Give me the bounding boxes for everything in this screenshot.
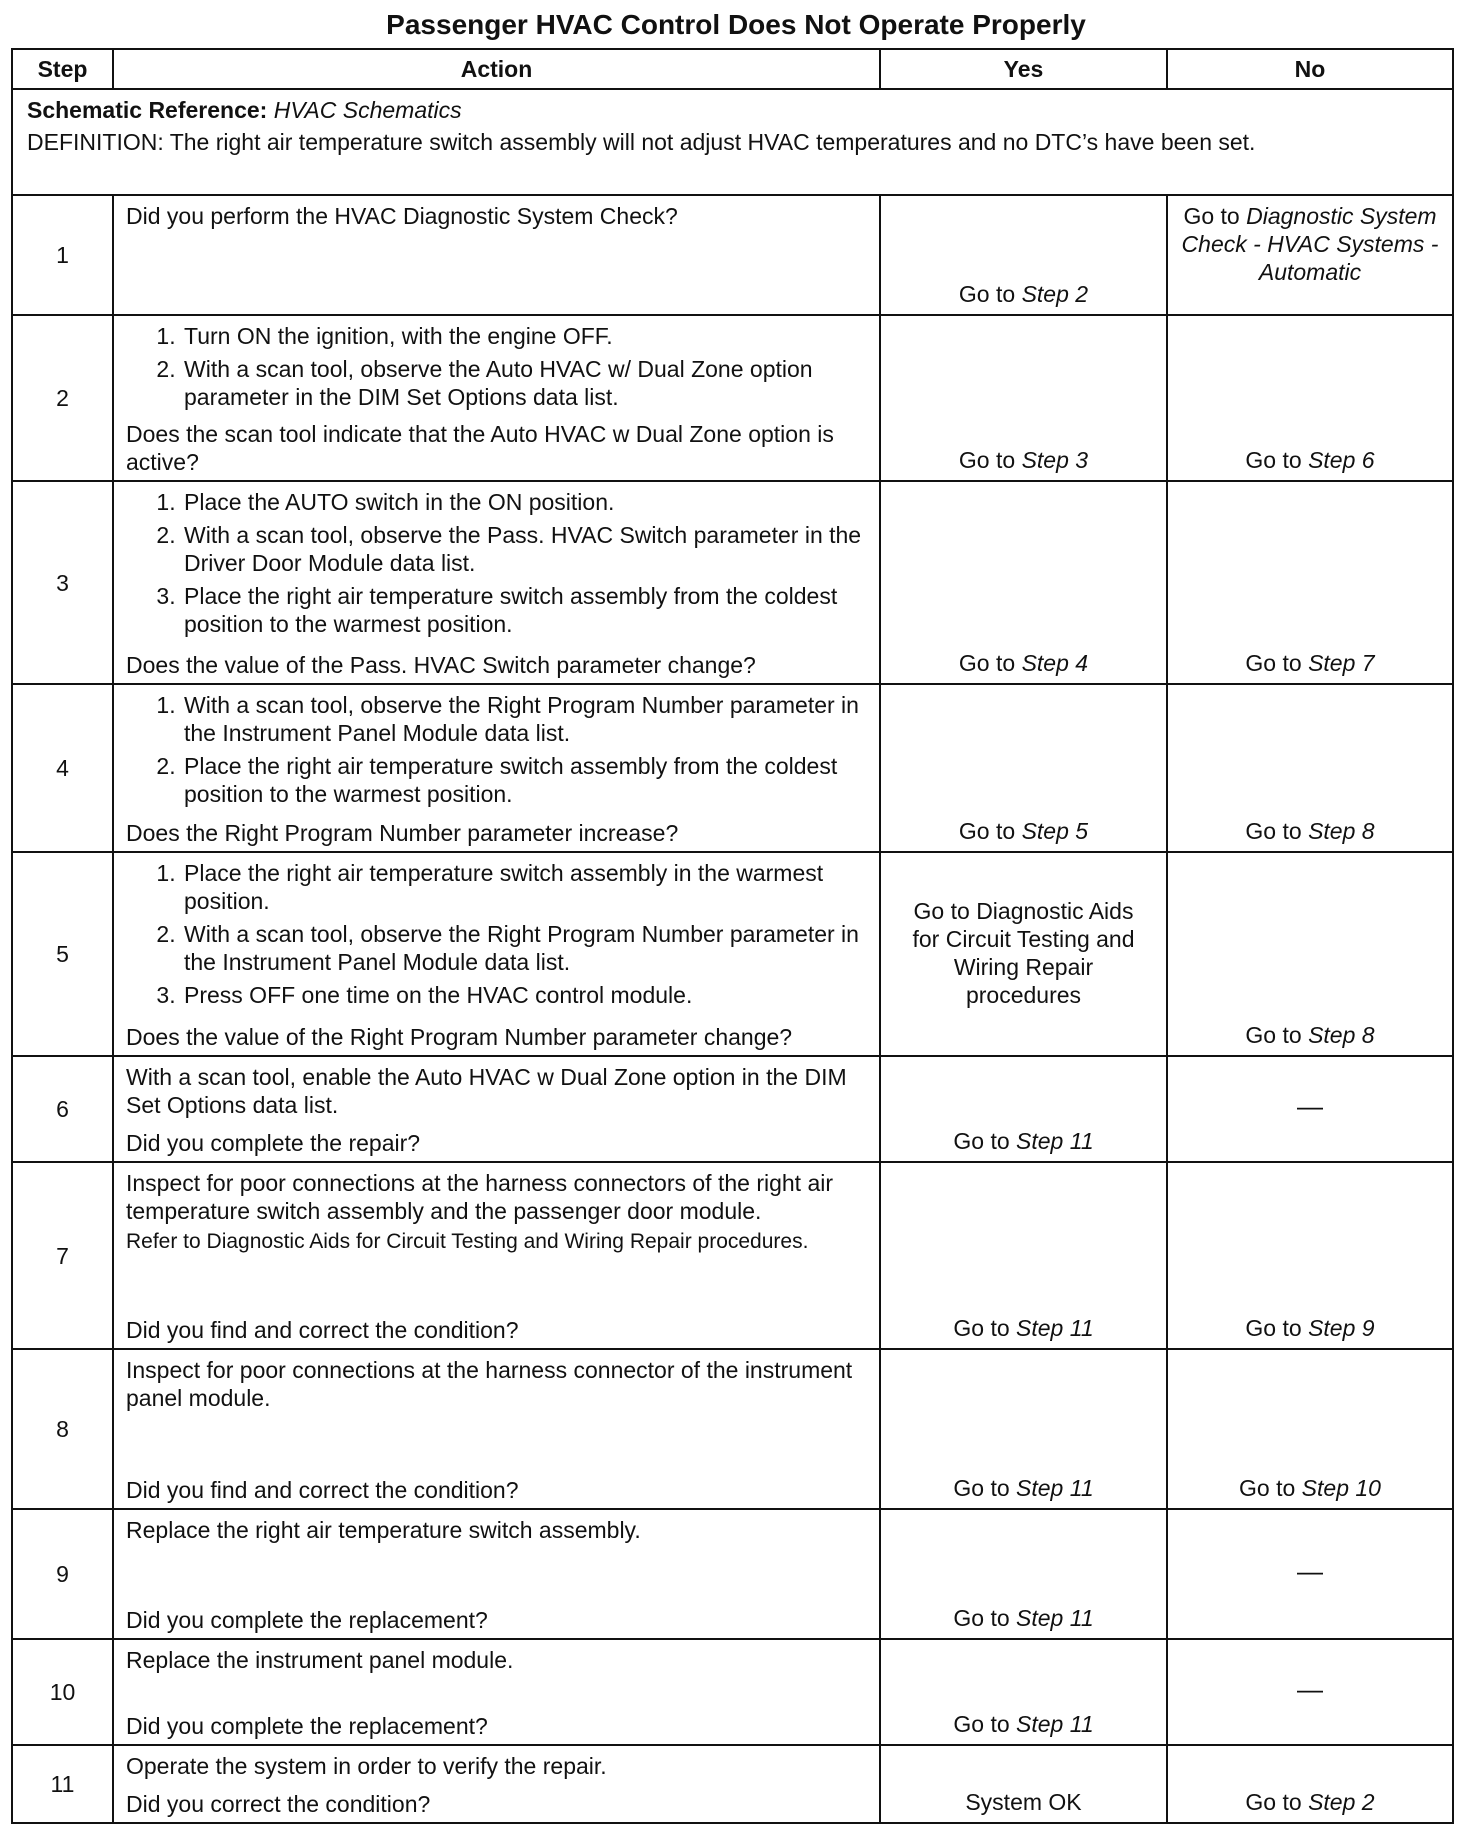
yes-goto-link[interactable]: Step 11 — [1016, 1711, 1094, 1737]
schematic-cell — [12, 89, 1453, 195]
yes-goto-link[interactable]: Step 11 — [1016, 1128, 1094, 1154]
action-cell — [113, 481, 880, 684]
step-number: 3 — [12, 481, 113, 684]
action-text: Inspect for poor connections at the harness connector of the instrument panel module. — [126, 1357, 853, 1411]
question-text: Does the value of the Pass. HVAC Switch parameter change? — [126, 652, 756, 678]
no-cell — [1167, 1745, 1453, 1823]
schematic-link[interactable]: HVAC Schematics — [273, 97, 462, 123]
action-steps-list — [126, 488, 867, 638]
yes-goto-link[interactable]: Step 11 — [1016, 1315, 1094, 1341]
no-cell — [1167, 1162, 1453, 1349]
table-row — [12, 1639, 1453, 1745]
table-row — [12, 481, 1453, 684]
table-row — [12, 1162, 1453, 1349]
no-outcome-text: — — [1297, 1091, 1323, 1121]
schematic-row — [12, 89, 1453, 195]
no-cell — [1167, 195, 1453, 315]
no-cell — [1167, 1639, 1453, 1745]
question-text: Did you complete the replacement? — [126, 1713, 488, 1739]
action-text: Did you perform the HVAC Diagnostic System Check? — [126, 203, 678, 229]
step-number: 1 — [12, 195, 113, 315]
yes-cell — [880, 195, 1167, 315]
table-row — [12, 1745, 1453, 1823]
header-step: Step — [12, 49, 113, 89]
step-number: 6 — [12, 1056, 113, 1162]
step-number: 2 — [12, 315, 113, 481]
no-goto-link[interactable]: Step 8 — [1308, 818, 1375, 844]
no-outcome-text: — — [1297, 1556, 1323, 1586]
definition-text: DEFINITION: The right air temperature switch assembly will not adjust HVAC temperatures and no DTC’s have been set. — [27, 129, 1256, 155]
yes-outcome-text: Go to Diagnostic Aids for Circuit Testing and Wiring Repair procedures — [912, 898, 1135, 1008]
step-number: 8 — [12, 1349, 113, 1509]
yes-cell — [880, 1509, 1167, 1639]
yes-goto-link[interactable]: Step 3 — [1021, 447, 1089, 473]
yes-outcome-text: System OK — [965, 1789, 1082, 1815]
no-outcome-text: Go to — [1183, 203, 1247, 229]
yes-cell — [880, 481, 1167, 684]
action-text: Operate the system in order to verify the repair. — [126, 1753, 607, 1779]
action-cell — [113, 1509, 880, 1639]
action-cell — [113, 195, 880, 315]
action-step-item: 2. With a scan tool, observe the Pass. HVAC Switch parameter in the Driver Door Module data list. — [182, 521, 867, 577]
yes-cell — [880, 1639, 1167, 1745]
action-step-item: 2. With a scan tool, observe the Right Program Number parameter in the Instrument Panel Module data list. — [182, 920, 867, 976]
table-row — [12, 195, 1453, 315]
header-row — [12, 49, 1453, 89]
action-step-item: 1. Place the right air temperature switch assembly in the warmest position. — [182, 859, 867, 915]
question-text: Does the scan tool indicate that the Auto HVAC w Dual Zone option is active? — [126, 421, 834, 475]
question-text: Did you find and correct the condition? — [126, 1317, 519, 1343]
yes-cell — [880, 315, 1167, 481]
action-step-item: 3. Press OFF one time on the HVAC control module. — [182, 981, 867, 1009]
action-text: Inspect for poor connections at the harness connectors of the right air temperature switch assembly and the passenger door module. — [126, 1170, 834, 1224]
no-goto-link[interactable]: Step 10 — [1301, 1475, 1381, 1501]
no-goto-link[interactable]: Step 9 — [1308, 1315, 1375, 1341]
question-text: Does the Right Program Number parameter increase? — [126, 820, 679, 846]
step-number: 7 — [12, 1162, 113, 1349]
table-row — [12, 1056, 1453, 1162]
yes-outcome-text: Go to — [953, 1128, 1017, 1154]
no-goto-link[interactable]: Step 7 — [1308, 650, 1375, 676]
no-outcome-text: Go to — [1245, 447, 1309, 473]
header-no: No — [1167, 49, 1453, 89]
yes-cell — [880, 1162, 1167, 1349]
no-cell — [1167, 1056, 1453, 1162]
no-cell — [1167, 481, 1453, 684]
yes-goto-link[interactable]: Step 2 — [1021, 281, 1089, 307]
yes-cell — [880, 1349, 1167, 1509]
no-cell — [1167, 1509, 1453, 1639]
yes-goto-link[interactable]: Step 4 — [1021, 650, 1089, 676]
action-step-item: 1. Turn ON the ignition, with the engine OFF. — [182, 322, 867, 350]
question-text: Does the value of the Right Program Number parameter change? — [126, 1024, 793, 1050]
no-goto-link[interactable]: Diagnostic System Check - HVAC Systems - Automatic — [1181, 203, 1439, 285]
no-outcome-text: Go to — [1245, 1315, 1309, 1341]
no-outcome-text: Go to — [1245, 1022, 1309, 1048]
no-cell — [1167, 852, 1453, 1056]
yes-cell — [880, 1056, 1167, 1162]
action-steps-list — [126, 322, 867, 411]
action-text: Replace the instrument panel module. — [126, 1647, 514, 1673]
yes-cell — [880, 684, 1167, 852]
action-cell — [113, 1056, 880, 1162]
step-number: 5 — [12, 852, 113, 1056]
action-steps-list — [126, 691, 867, 808]
question-text: Did you correct the condition? — [126, 1791, 431, 1817]
question-text: Did you find and correct the condition? — [126, 1477, 519, 1503]
question-text: Did you complete the repair? — [126, 1130, 421, 1156]
table-row — [12, 684, 1453, 852]
yes-outcome-text: Go to — [953, 1475, 1017, 1501]
action-cell — [113, 852, 880, 1056]
action-step-item: 1. Place the AUTO switch in the ON position. — [182, 488, 867, 516]
action-step-item: 2. With a scan tool, observe the Auto HVAC w/ Dual Zone option parameter in the DIM Set Options data list. — [182, 355, 867, 411]
table-row — [12, 1509, 1453, 1639]
action-cell — [113, 1349, 880, 1509]
yes-cell — [880, 1745, 1167, 1823]
yes-outcome-text: Go to — [958, 447, 1022, 473]
action-step-item: 2. Place the right air temperature switch assembly from the coldest position to the warmest position. — [182, 752, 867, 808]
table-row — [12, 852, 1453, 1056]
no-goto-link[interactable]: Step 2 — [1308, 1789, 1375, 1815]
schematic-label: Schematic Reference: — [27, 97, 268, 123]
yes-outcome-text: Go to — [958, 281, 1022, 307]
header-yes: Yes — [880, 49, 1167, 89]
yes-goto-link[interactable]: Step 5 — [1021, 818, 1089, 844]
yes-cell — [880, 852, 1167, 1056]
action-cell — [113, 684, 880, 852]
no-goto-link[interactable]: Step 8 — [1308, 1022, 1375, 1048]
action-text: With a scan tool, enable the Auto HVAC w Dual Zone option in the DIM Set Options data list. — [126, 1064, 847, 1118]
step-number: 9 — [12, 1509, 113, 1639]
no-cell — [1167, 315, 1453, 481]
action-step-item: 3. Place the right air temperature switch assembly from the coldest position to the warmest position. — [182, 582, 867, 638]
action-cell — [113, 315, 880, 481]
yes-goto-link[interactable]: Step 11 — [1016, 1605, 1094, 1631]
yes-outcome-text: Go to — [958, 818, 1022, 844]
no-goto-link[interactable]: Step 6 — [1308, 447, 1375, 473]
table-row — [12, 315, 1453, 481]
action-step-item: 1. With a scan tool, observe the Right Program Number parameter in the Instrument Panel Module data list. — [182, 691, 867, 747]
action-text: Replace the right air temperature switch assembly. — [126, 1517, 641, 1543]
no-outcome-text: Go to — [1245, 650, 1309, 676]
step-number: 11 — [12, 1745, 113, 1823]
table-row — [12, 1349, 1453, 1509]
no-outcome-text: Go to — [1245, 1789, 1309, 1815]
no-outcome-text: Go to — [1239, 1475, 1302, 1501]
step-number: 10 — [12, 1639, 113, 1745]
yes-goto-link[interactable]: Step 11 — [1016, 1475, 1094, 1501]
question-text: Did you complete the replacement? — [126, 1607, 488, 1633]
schematic-reference — [27, 96, 1438, 124]
no-outcome-text: — — [1297, 1674, 1323, 1704]
action-cell — [113, 1162, 880, 1349]
header-action: Action — [113, 49, 880, 89]
diagnostic-table — [11, 48, 1454, 1824]
no-cell — [1167, 1349, 1453, 1509]
action-steps-list — [126, 859, 867, 1009]
no-outcome-text: Go to — [1245, 818, 1309, 844]
action-cell — [113, 1745, 880, 1823]
step-number: 4 — [12, 684, 113, 852]
page-title: Passenger HVAC Control Does Not Operate Properly — [386, 9, 1086, 40]
yes-outcome-text: Go to — [953, 1605, 1017, 1631]
action-cell — [113, 1639, 880, 1745]
no-cell — [1167, 684, 1453, 852]
yes-outcome-text: Go to — [953, 1315, 1017, 1341]
yes-outcome-text: Go to — [958, 650, 1022, 676]
reference-text: Refer to Diagnostic Aids for Circuit Testing and Wiring Repair procedures. — [126, 1230, 809, 1253]
yes-outcome-text: Go to — [953, 1711, 1017, 1737]
